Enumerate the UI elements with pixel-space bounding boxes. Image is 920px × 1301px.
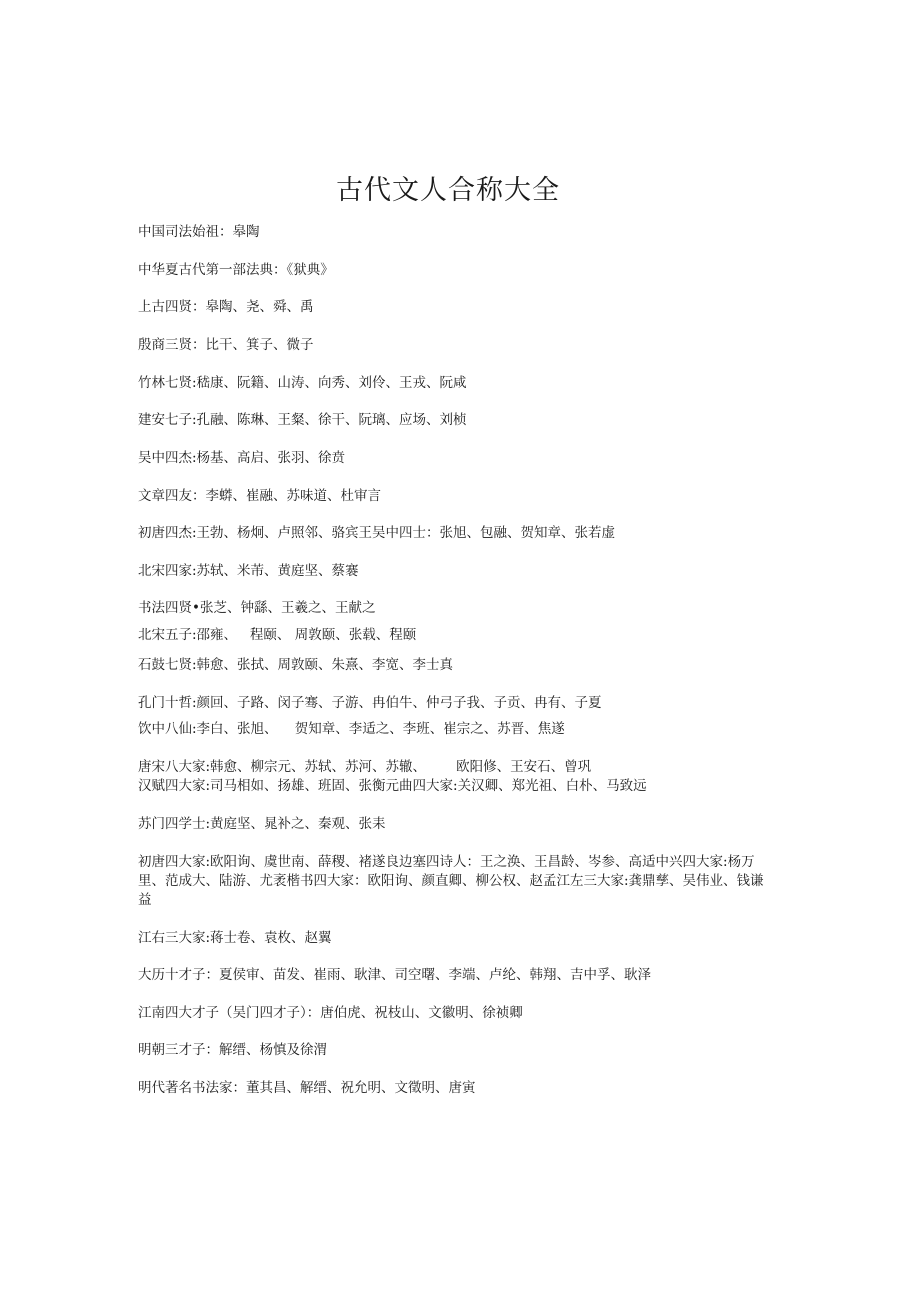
text-line: 唐宋八大家:韩愈、柳宗元、苏轼、苏河、苏辙、 欧阳修、王安石、曾巩: [138, 759, 592, 775]
text-line: 孔门十哲:颜回、子路、闵子骞、子游、冉伯牛、仲弓子我、子贡、冉有、子夏: [138, 695, 602, 711]
text-line: 书法四贤•张芝、钟繇、王羲之、王献之: [138, 600, 376, 616]
text-line: 上古四贤：皋陶、尧、舜、禹: [138, 299, 314, 315]
text-line: 吴中四杰:杨基、高启、张羽、徐贲: [138, 450, 346, 466]
text-line: 明朝三才子：解缙、杨慎及徐渭: [138, 1042, 327, 1058]
text-line: 文章四友：李蟒、崔融、苏味道、杜审言: [138, 488, 381, 504]
text-line: 江右三大家:蒋士卷、袁枚、赵翼: [138, 930, 332, 946]
text-line: 中国司法始祖：皋陶: [138, 224, 260, 240]
text-line: 汉赋四大家:司马相如、扬雄、班固、张衡元曲四大家:关汉卿、郑光祖、白朴、马致远: [138, 778, 647, 794]
text-line: 北宋四家:苏轼、米芾、黄庭坚、蔡褰: [138, 563, 359, 579]
text-line: 中华夏古代第一部法典：《狱典》: [138, 262, 334, 278]
text-line: 石鼓七贤:韩愈、张拭、周敦颐、朱熹、李宽、李士真: [138, 657, 454, 673]
text-line: 殷商三贤：比干、箕子、微子: [138, 337, 314, 353]
text-line: 北宋五子:邵雍、 程颐、 周敦颐、张载、程颐: [138, 627, 417, 643]
document-title: 古代文人合称大全: [336, 175, 560, 206]
text-line: 苏门四学士:黄庭坚、晁补之、秦观、张耒: [138, 816, 386, 832]
text-line: 初唐四杰:王勃、杨炯、卢照邻、骆宾王吴中四士：张旭、包融、贺知章、张若虚: [138, 525, 616, 541]
text-line: 饮中八仙:李白、张旭、 贺知章、李适之、李班、崔宗之、苏晋、焦遂: [138, 721, 565, 737]
text-line: 建安七子:孔融、陈琳、王粲、徐干、阮璃、应场、刘桢: [138, 412, 467, 428]
text-line: 大历十才子：夏侯审、苗发、崔雨、耿津、司空曙、李端、卢纶、韩翔、吉中孚、耿泽: [138, 967, 651, 983]
text-line: 江南四大才子（吴门四才子）：唐伯虎、祝枝山、文徽明、徐祯卿: [138, 1005, 523, 1021]
text-line: 明代著名书法家：董其昌、解缙、祝允明、文徵明、唐寅: [138, 1080, 476, 1096]
text-line: 竹林七贤:嵇康、阮籍、山涛、向秀、刘伶、王戎、阮咸: [138, 375, 467, 391]
text-line: 初唐四大家:欧阳询、虞世南、薛稷、褚遂良边塞四诗人：王之涣、王昌龄、岑参、高适中兴四大家:杨万里、范成大、陆游、尤袤楷书四大家：欧阳询、颜直卿、柳公权、赵孟江左三大家:龚鼎孳、吴伟业、钱谦益: [138, 854, 764, 908]
